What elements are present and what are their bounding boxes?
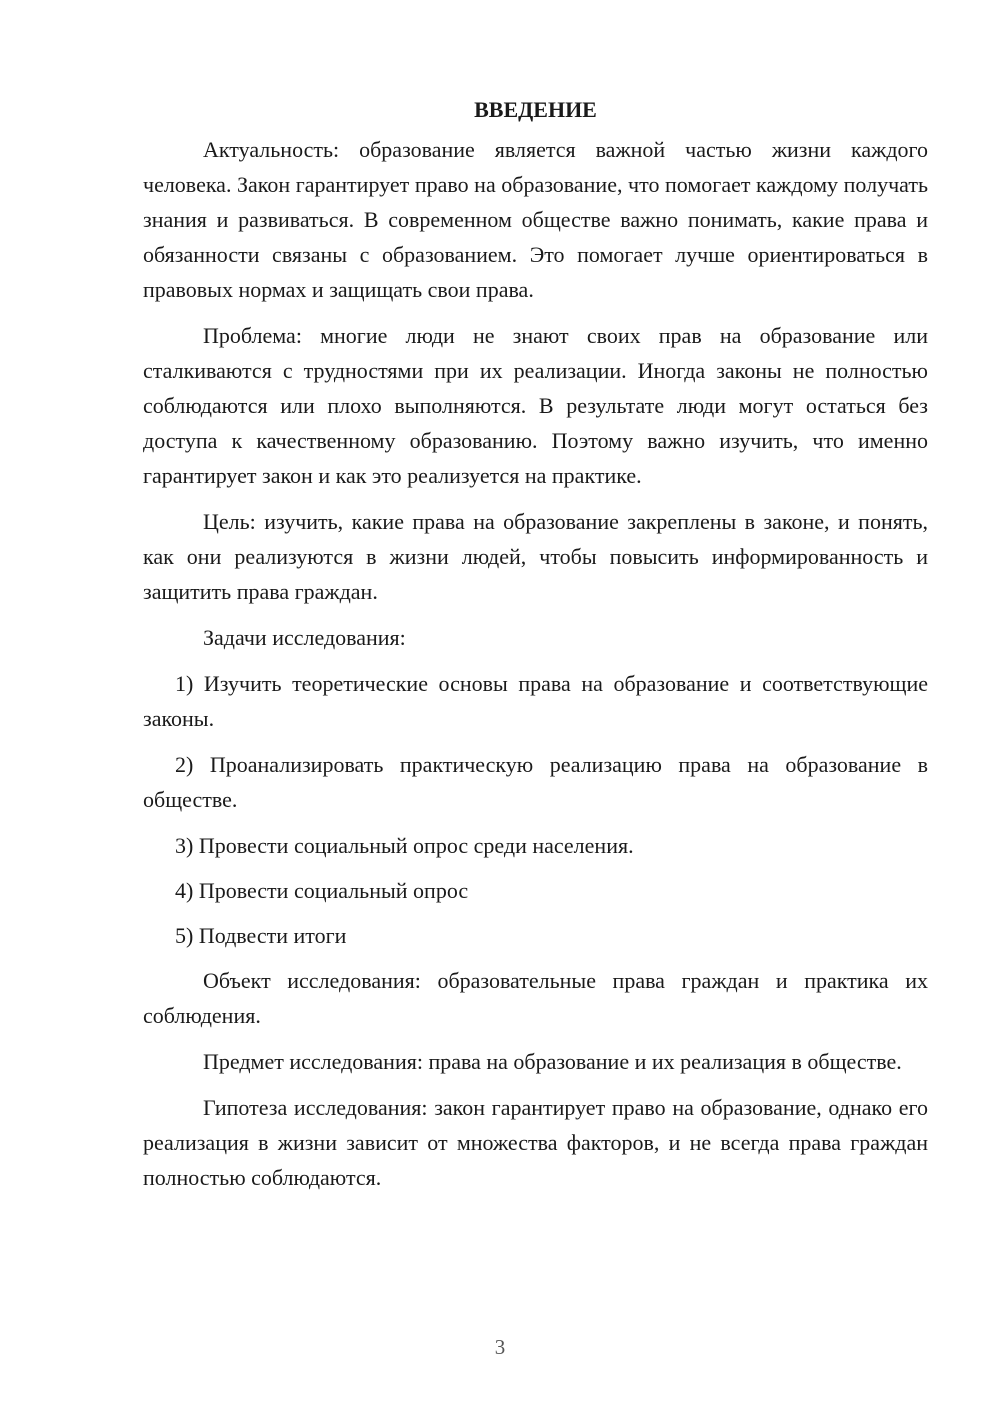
task-item: 4) Провести социальный опрос <box>175 878 469 903</box>
document-page <box>143 92 928 1206</box>
problem-paragraph: Проблема: многие люди не знают своих прав на образование или сталкиваются с трудностями при их реализации. Иногда законы не полностью соблюдаются или плохо выполняются. В результате люди могут остаться без доступа к качественному образованию. Поэтому важно изучить, что именно гарантирует закон и как это реализуется на практике. <box>143 323 928 488</box>
tasks-heading: Задачи исследования: <box>203 625 406 650</box>
page-number: 3 <box>494 1335 506 1359</box>
relevance-paragraph: Актуальность: образование является важной частью жизни каждого человека. Закон гарантирует право на образование, что помогает каждому получать знания и развиваться. В современном обществе важно понимать, какие права и обязанности связаны с образованием. Это помогает лучше ориентироваться в правовых нормах и защищать свои права. <box>143 137 928 302</box>
task-item: 1) Изучить теоретические основы права на образование и соответствующие законы. <box>143 671 928 731</box>
page-title: ВВЕДЕНИЕ <box>474 97 597 122</box>
subject-paragraph: Предмет исследования: права на образование и их реализация в обществе. <box>203 1049 902 1074</box>
task-item: 2) Проанализировать практическую реализацию права на образование в обществе. <box>143 752 928 812</box>
object-paragraph: Объект исследования: образовательные права граждан и практика их соблюдения. <box>143 968 928 1028</box>
hypothesis-paragraph: Гипотеза исследования: закон гарантирует право на образование, однако его реализация в жизни зависит от множества факторов, и не всегда права граждан полностью соблюдаются. <box>143 1095 928 1190</box>
goal-paragraph: Цель: изучить, какие права на образование закреплены в законе, и понять, как они реализуются в жизни людей, чтобы повысить информированность и защитить права граждан. <box>143 509 928 604</box>
task-item: 5) Подвести итоги <box>175 923 347 948</box>
task-item: 3) Провести социальный опрос среди населения. <box>175 833 634 858</box>
